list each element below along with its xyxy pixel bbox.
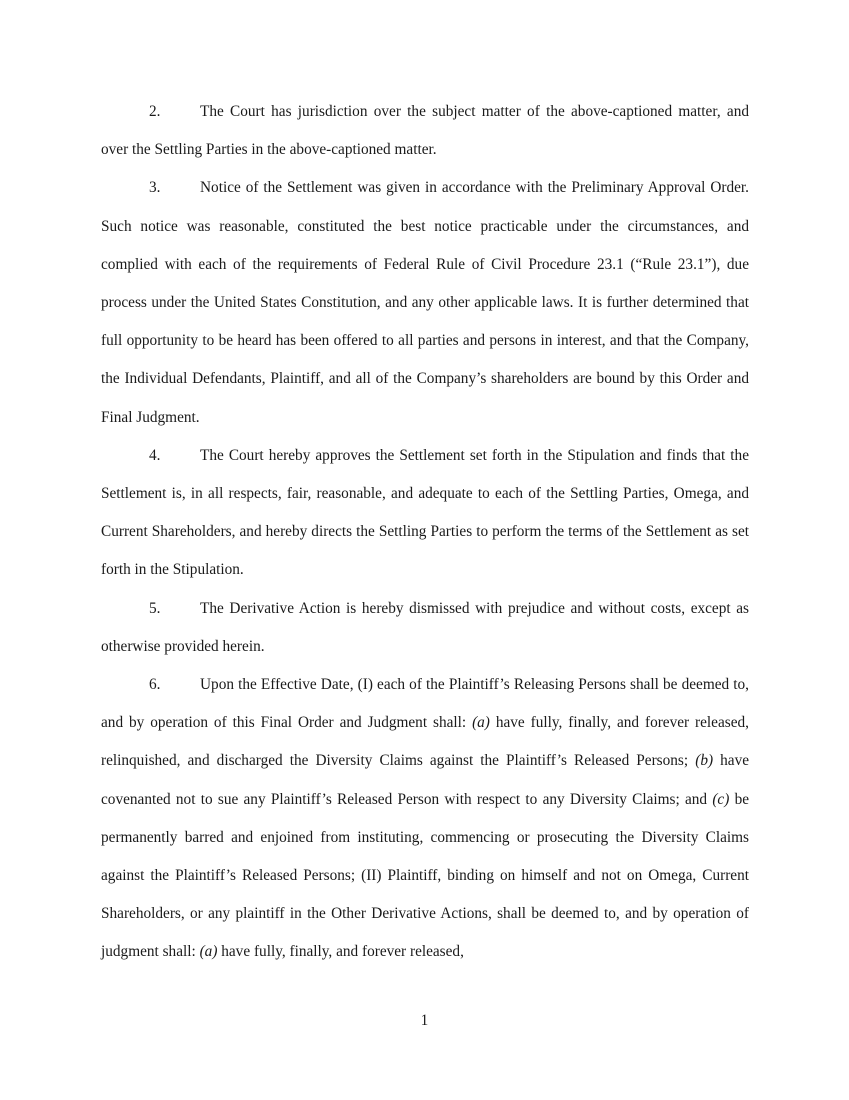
paragraph-text: have covenanted not to sue any Plaintiff’s Released Person with respect to any Diversity Claims; and: [101, 752, 750, 808]
paragraph-number: 6.: [149, 676, 161, 694]
paragraph-number: 3.: [149, 179, 161, 197]
italic-clause-marker: (b): [695, 752, 714, 770]
paragraph-4: [101, 437, 749, 590]
paragraph-text: have fully, finally, and forever released, relinquished, and discharged the Diversity Claims against the Plaintiff’s Released Persons;: [101, 714, 749, 770]
paragraph-number: 2.: [149, 103, 161, 120]
paragraph-3: [101, 169, 749, 436]
paragraph-text: be permanently barred and enjoined from instituting, commencing or prosecuting the Diversity Claims against the Plaintiff’s Released Persons; (II) Plaintiff, binding on himself and not on Omega, Current Shareholders, or any plaintiff in the Other Derivative Actions, shall be deemed to, and by operation of judgment shall:: [101, 790, 750, 961]
paragraph-text: The Court hereby approves the Settlement set forth in the Stipulation and finds that the Settlement is, in all respects, fair, reasonable, and adequate to each of the Settling Parties, Omega, and Current Shareholders, and hereby directs the Settling Parties to perform the terms of the Settlement as set forth in the Stipulation.: [101, 446, 749, 579]
paragraph-5: [101, 590, 749, 666]
italic-clause-marker: (c): [712, 790, 730, 808]
paragraph-number: 4.: [149, 446, 161, 464]
document-body: [101, 93, 749, 972]
italic-clause-marker: (a): [472, 714, 490, 732]
paragraph-number: 5.: [149, 599, 161, 617]
paragraph-6: [101, 666, 749, 972]
paragraph-text: Notice of the Settlement was given in accordance with the Preliminary Approval Order. Such notice was reasonable, constituted the best notice practicable under the circumstances, and complied with each of the requirements of Federal Rule of Civil Procedure 23.1 (“Rule 23.1”), due process under the United States Constitution, and any other applicable laws. It is further determined that full opportunity to be heard has been offered to all parties and persons in interest, and that the Company, the Individual Defendants, Plaintiff, and all of the Company’s shareholders are bound by this Order and Final Judgment.: [101, 179, 749, 426]
italic-clause-marker: (a): [199, 943, 218, 961]
paragraph-text: The Derivative Action is hereby dismissed with prejudice and without costs, except as otherwise provided herein.: [101, 599, 749, 655]
paragraph-text: Upon the Effective Date, (I) each of the Plaintiff’s Releasing Persons shall be deemed to, and by operation of this Final Order and Judgment shall:: [101, 676, 749, 732]
paragraph-text: have fully, finally, and forever released,: [217, 943, 464, 961]
paragraph-text: The Court has jurisdiction over the subject matter of the above-captioned matter, and over the Settling Parties in the above-captioned matter.: [101, 103, 749, 159]
page-number: 1: [420, 1012, 429, 1029]
paragraph-2: [101, 93, 749, 169]
